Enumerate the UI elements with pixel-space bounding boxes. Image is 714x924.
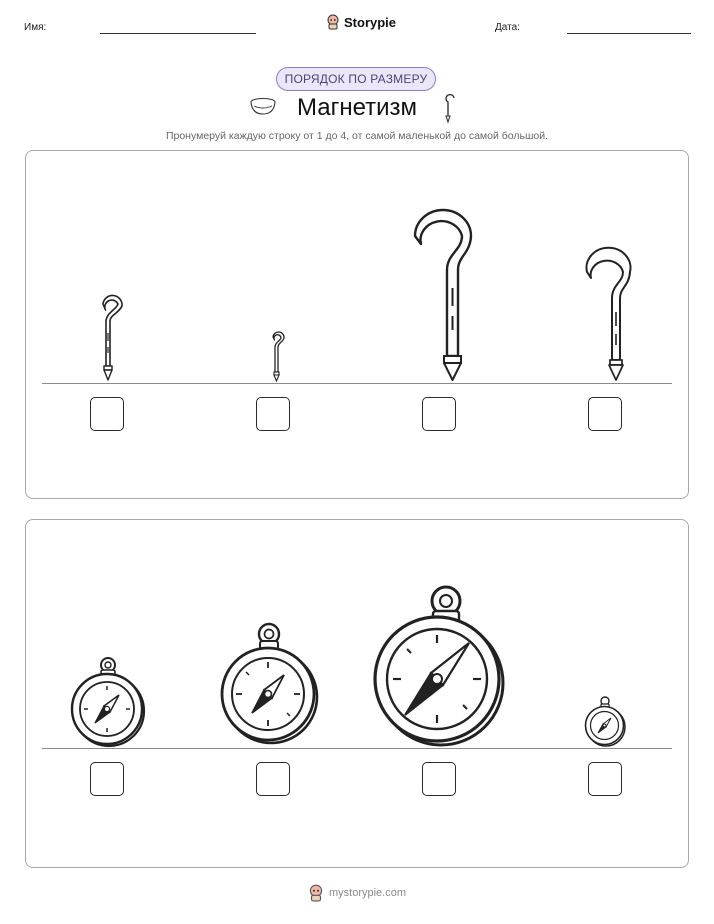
- compass-icon: [68, 655, 148, 747]
- compass-icon: [367, 583, 513, 747]
- date-label: Дата:: [495, 22, 520, 33]
- answer-box[interactable]: [90, 762, 124, 796]
- category-badge: ПОРЯДОК ПО РАЗМЕРУ: [276, 67, 436, 91]
- date-field[interactable]: [567, 33, 691, 34]
- mascot-icon: [308, 884, 324, 902]
- mascot-icon: [326, 14, 340, 30]
- answer-box[interactable]: [256, 762, 290, 796]
- brand-name: Storypie: [344, 14, 397, 30]
- name-label: Имя:: [24, 22, 47, 33]
- hook-icon: [580, 250, 636, 384]
- compass-icon: [218, 620, 318, 747]
- page-title: Магнетизм: [296, 94, 418, 121]
- hook-icon: [263, 330, 293, 384]
- hook-icon: [91, 289, 141, 384]
- answer-box[interactable]: [256, 397, 290, 431]
- name-field[interactable]: [100, 33, 256, 34]
- answer-box[interactable]: [588, 762, 622, 796]
- footer-url[interactable]: mystorypie.com: [328, 887, 407, 899]
- footer: [0, 884, 714, 902]
- hook-icon: [407, 208, 477, 384]
- answer-box[interactable]: [588, 397, 622, 431]
- answer-box[interactable]: [422, 762, 456, 796]
- answer-box[interactable]: [90, 397, 124, 431]
- instructions: Пронумеруй каждую строку от 1 до 4, от самой маленькой до самой большой.: [165, 130, 549, 142]
- answer-box[interactable]: [422, 397, 456, 431]
- compass-icon: [583, 695, 627, 747]
- hook-icon: [443, 90, 459, 126]
- brand-logo: [326, 14, 396, 30]
- baseline: [42, 748, 672, 749]
